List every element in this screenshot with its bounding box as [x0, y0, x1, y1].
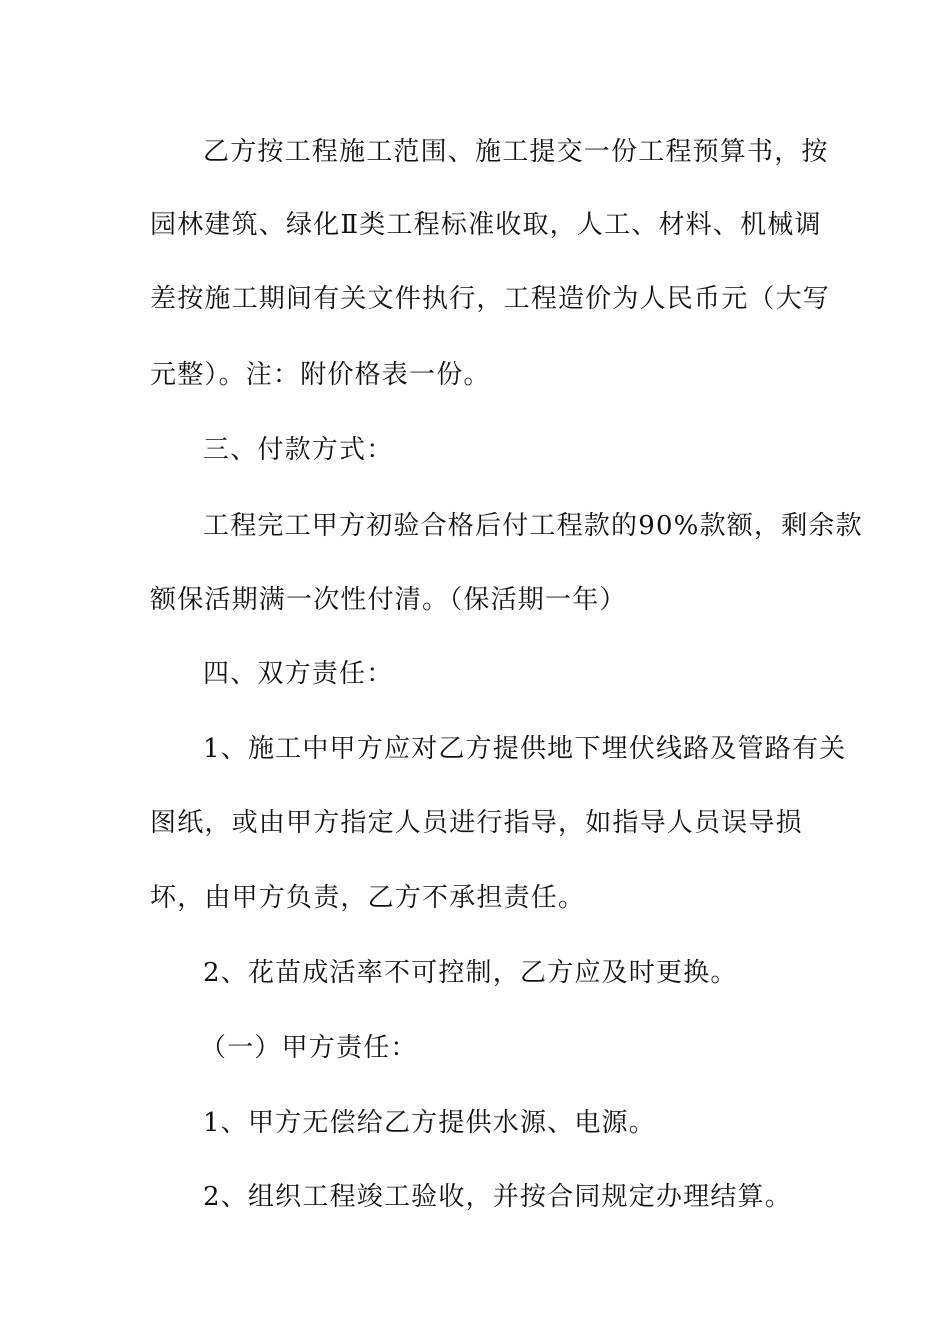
paragraph-party-a-item2: 2、组织工程竣工验收，并按合同规定办理结算。: [203, 1182, 792, 1212]
paragraph-payment-line-1: 工程完工甲方初验合格后付工程款的90%款额，剩余款: [203, 511, 863, 541]
paragraph-budget-line-2: 园林建筑、绿化Ⅱ类工程标准收取，人工、材料、机械调: [150, 210, 822, 240]
section-heading-payment: 三、付款方式：: [203, 435, 394, 465]
paragraph-payment-line-2: 额保活期满一次性付清。（保活期一年）: [150, 585, 627, 615]
subsection-heading-party-a: （一）甲方责任：: [200, 1033, 418, 1063]
paragraph-party-a-item1: 1、甲方无偿给乙方提供水源、电源。: [203, 1108, 656, 1138]
section-heading-responsibilities: 四、双方责任：: [203, 659, 394, 689]
paragraph-budget-line-3: 差按施工期间有关文件执行，工程造价为人民币元（大写: [150, 284, 831, 314]
paragraph-item1-line-2: 图纸，或由甲方指定人员进行指导，如指导人员误导损: [150, 808, 803, 838]
paragraph-item1-line-3: 坏，由甲方负责，乙方不承担责任。: [150, 883, 586, 913]
paragraph-item1-line-1: 1、施工中甲方应对乙方提供地下埋伏线路及管路有关: [203, 734, 847, 764]
paragraph-budget-line-4: 元整）。注：附价格表一份。: [150, 360, 491, 390]
paragraph-budget-line-1: 乙方按工程施工范围、施工提交一份工程预算书，按: [203, 137, 829, 167]
paragraph-item2: 2、花苗成活率不可控制，乙方应及时更换。: [203, 958, 738, 988]
